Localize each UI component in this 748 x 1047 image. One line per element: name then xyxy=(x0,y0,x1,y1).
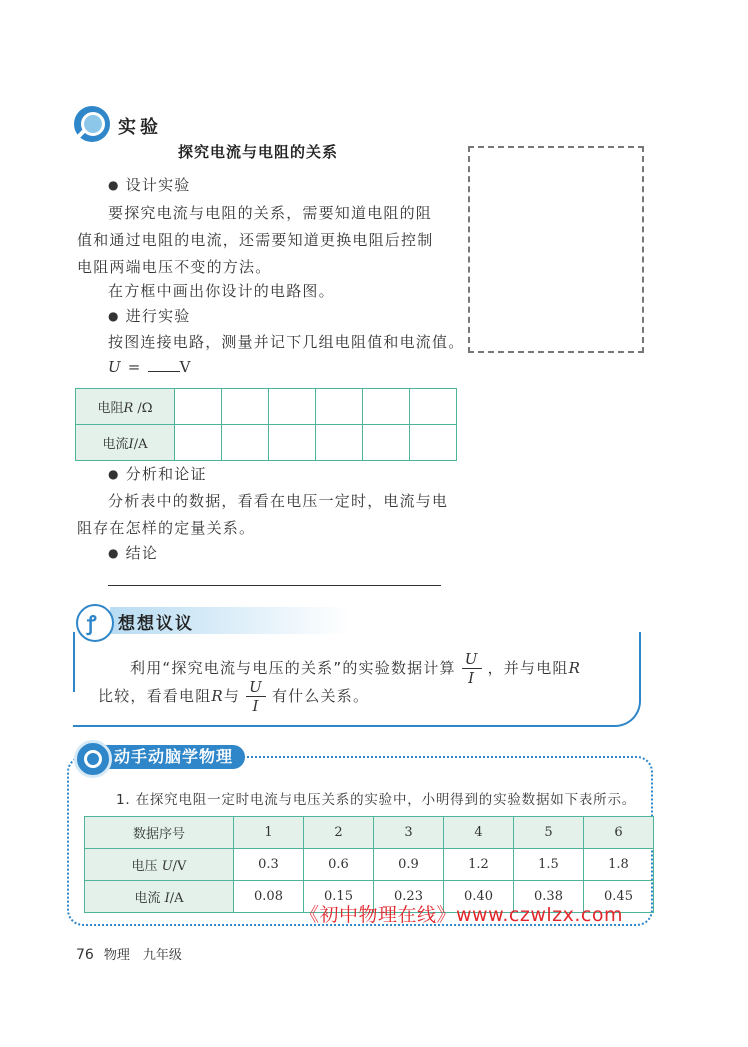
column-index: 5 xyxy=(514,817,584,849)
voltage-cell: 1.2 xyxy=(444,849,514,881)
table-cell xyxy=(222,389,269,425)
resistance-header: 电阻R /Ω xyxy=(76,389,175,425)
discussion-text: ，并与电阻 xyxy=(487,659,569,677)
discussion-text: 利用“探究电流与电压的关系”的实验数据计算 xyxy=(130,659,456,677)
current-cell: 0.23 xyxy=(374,881,444,913)
table-cell xyxy=(222,425,269,461)
discussion-box-left-edge xyxy=(73,632,75,692)
table-cell xyxy=(269,425,316,461)
current-cell: 0.15 xyxy=(304,881,374,913)
current-cell: 0.40 xyxy=(444,881,514,913)
index-header: 数据序号 xyxy=(85,817,234,849)
resistance-symbol: R xyxy=(568,659,582,677)
discussion-text: 与 xyxy=(223,687,241,705)
conclusion-label: ● 结论 xyxy=(108,539,158,568)
voltage-symbol: U xyxy=(108,358,122,376)
design-line-2: 值和通过电阻的电流，还需要知道更换电阻后控制 xyxy=(77,231,434,249)
watermark: 《初中物理在线》www.czwlzx.com xyxy=(300,904,623,926)
discussion-text: 有什么关系。 xyxy=(271,687,370,705)
current-cell: 0.45 xyxy=(584,881,654,913)
table-cell xyxy=(175,425,222,461)
voltage-fill-line xyxy=(148,357,180,372)
analysis-line-1: 分析表中的数据，看看在电压一定时，电流与电 xyxy=(108,492,449,510)
voltage-cell: 0.9 xyxy=(374,849,444,881)
design-label: ● 设计实验 xyxy=(108,171,190,200)
table-row xyxy=(85,849,654,881)
current-header: 电流 I/A xyxy=(85,881,234,913)
target-icon xyxy=(74,740,112,778)
magnifier-icon xyxy=(74,106,110,142)
table-cell xyxy=(363,425,410,461)
question-1: 1. 在探究电阻一定时电流与电压关系的实验中，小明得到的实验数据如下表所示。 xyxy=(116,792,637,808)
page-footer xyxy=(76,944,182,963)
current-cell: 0.08 xyxy=(234,881,304,913)
design-line-1: 要探究电流与电阻的关系，需要知道电阻的阻 xyxy=(108,204,433,222)
column-index: 3 xyxy=(374,817,444,849)
table-row xyxy=(85,817,654,849)
voltage-cell: 0.3 xyxy=(234,849,304,881)
column-index: 6 xyxy=(584,817,654,849)
design-line-3: 电阻两端电压不变的方法。 xyxy=(77,258,272,276)
thinking-face-icon: ꝭ xyxy=(76,604,114,642)
hands-on-title: 动手动脑学物理 xyxy=(104,745,245,769)
table-cell xyxy=(316,389,363,425)
discussion-line-2 xyxy=(98,678,369,715)
book-title: 物理 九年级 xyxy=(103,948,182,963)
discussion-title: 想想议议 xyxy=(118,614,194,634)
voltage-cell: 0.6 xyxy=(304,849,374,881)
procedure-label: ● 进行实验 xyxy=(108,302,190,331)
page-number: 76 xyxy=(76,947,94,963)
discussion-text: 比较，看看电阻 xyxy=(98,687,212,705)
resistance-symbol: R xyxy=(211,687,224,705)
table-cell xyxy=(410,389,457,425)
conclusion-answer-line xyxy=(108,585,441,586)
column-index: 2 xyxy=(304,817,374,849)
table-cell xyxy=(175,389,222,425)
current-header: 电流I/A xyxy=(76,425,175,461)
u-over-i-fraction: $\frac{U}{I}$ xyxy=(246,678,266,715)
equals-sign: = xyxy=(121,358,148,376)
u-over-i-fraction: $\frac{U}{I}$ xyxy=(462,650,482,687)
voltage-cell: 1.5 xyxy=(514,849,584,881)
table-cell xyxy=(269,389,316,425)
column-index: 4 xyxy=(444,817,514,849)
design-line-4: 在方框中画出你设计的电路图。 xyxy=(108,282,335,300)
column-index: 1 xyxy=(234,817,304,849)
voltage-unit: V xyxy=(179,358,192,376)
analysis-line-2: 阻存在怎样的定量关系。 xyxy=(77,519,256,537)
data-table xyxy=(84,816,654,913)
analysis-label: ● 分析和论证 xyxy=(108,460,207,489)
table-row xyxy=(76,389,457,425)
table-cell xyxy=(363,389,410,425)
experiment-subtitle: 探究电流与电阻的关系 xyxy=(178,143,339,161)
procedure-line: 按图连接电路，测量并记下几组电阻值和电流值。 xyxy=(108,333,465,351)
circuit-drawing-box xyxy=(468,146,644,353)
voltage-blank xyxy=(108,353,192,381)
voltage-cell: 1.8 xyxy=(584,849,654,881)
current-cell: 0.38 xyxy=(514,881,584,913)
section-heading-experiment: 实验 xyxy=(118,117,162,138)
table-cell xyxy=(316,425,363,461)
table-cell xyxy=(410,425,457,461)
table-row xyxy=(76,425,457,461)
record-table xyxy=(75,388,457,461)
voltage-header: 电压 U/V xyxy=(85,849,234,881)
